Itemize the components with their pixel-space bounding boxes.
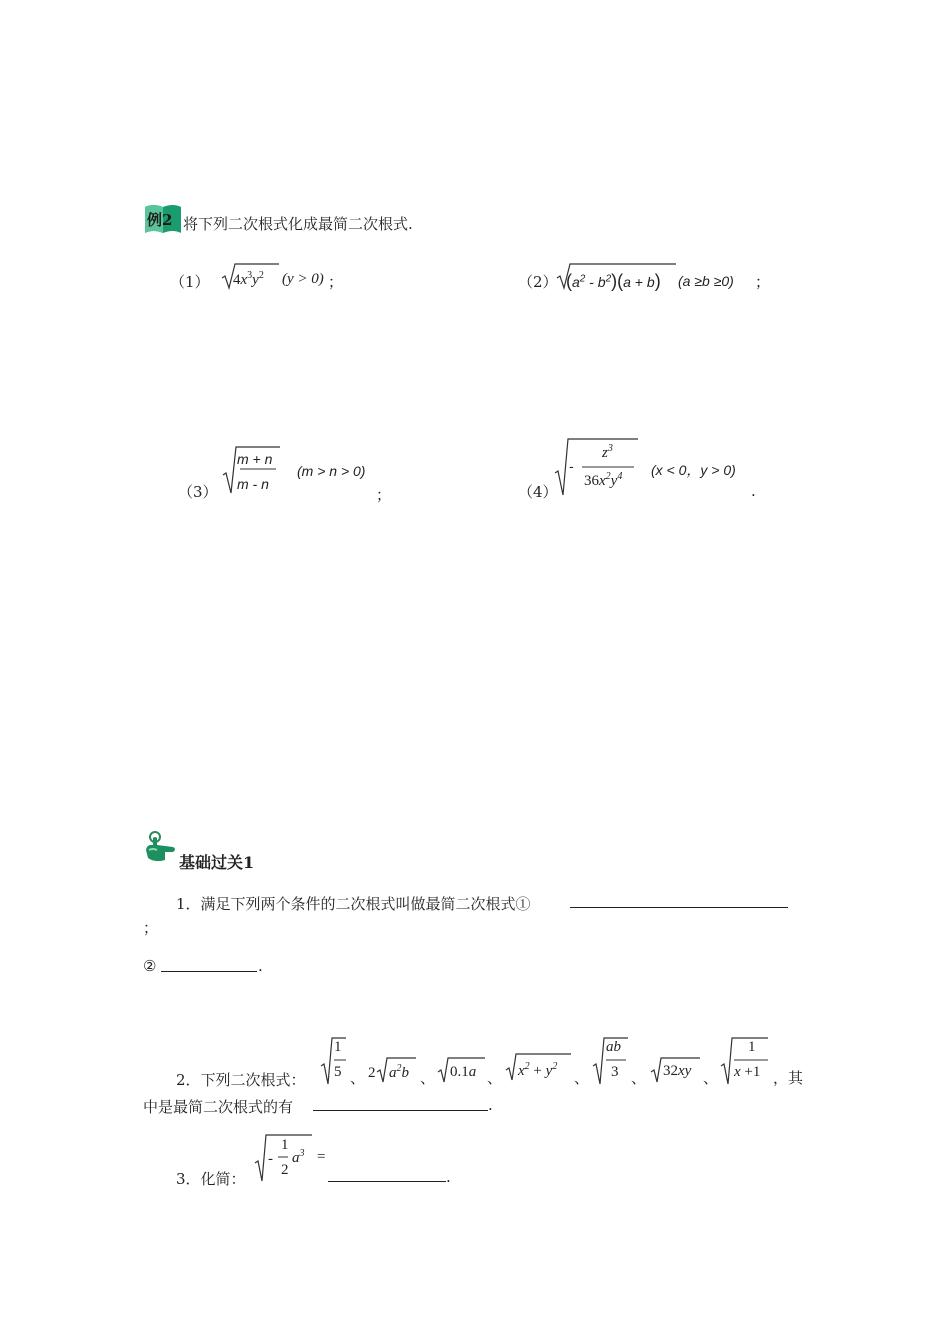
q2-sep: 、 (574, 1069, 590, 1087)
q3-var: $a^3$ (292, 1148, 305, 1166)
q2-item-5-num: ab (606, 1039, 621, 1055)
problem-4-denominator: $36x^2y^4$ (584, 471, 623, 489)
q3-frac-den: 2 (281, 1162, 289, 1178)
q2-period: . (488, 1096, 493, 1114)
q2-sep: 、 (350, 1069, 366, 1087)
q2-blank[interactable] (313, 1096, 488, 1111)
problem-4-numerator: $z^3$ (602, 443, 613, 461)
problem-1-end: ； (328, 273, 344, 291)
q1-blank-2[interactable] (161, 957, 257, 972)
q3-frac-num: 1 (281, 1137, 289, 1153)
q3-equals: = (317, 1149, 326, 1165)
problem-3-numerator: m + n (237, 451, 273, 467)
problem-4-end: . (751, 482, 756, 500)
example-instruction: 将下列二次根式化成最简二次根式. (183, 215, 413, 233)
q2-item-3-radicand: 0.1a (450, 1064, 477, 1080)
q2-item-5-den: 3 (611, 1064, 619, 1080)
q1-text: 1．满足下列两个条件的二次根式叫做最简二次根式① (176, 895, 531, 913)
q2-item-1-den: 5 (334, 1064, 342, 1080)
problem-2-radicand: $(a^2 - b^2)(a + b)$ (566, 271, 661, 291)
q2-sep: 、 (631, 1069, 647, 1087)
q3-lead: 3．化简： (176, 1170, 246, 1188)
q2-lead: 2．下列二次根式： (176, 1071, 306, 1089)
q2-item-2-radicand: $a^2b$ (389, 1063, 409, 1081)
q2-item-7-den: x +1 (734, 1064, 761, 1080)
problem-1-number: （1） (170, 273, 210, 291)
section-title: 基础过关1 (179, 853, 255, 872)
q2-item-1-num: 1 (334, 1039, 342, 1055)
problem-3-denominator: m - n (237, 476, 269, 492)
problem-2-end: ； (755, 273, 771, 291)
q3-blank[interactable] (328, 1167, 446, 1182)
q1-second-label: ② (143, 957, 157, 975)
problem-4-prefix: - (569, 458, 574, 474)
q2-item-6-radicand: 32xy (663, 1063, 692, 1079)
problem-4-condition: (x < 0，y > 0) (651, 462, 736, 478)
q2-line2: 中是最简二次根式的有 (143, 1098, 294, 1116)
problem-1-radicand: $4x^3y^2$ (233, 270, 264, 288)
q1-blank-1[interactable] (570, 893, 788, 908)
problem-1-condition: (y > 0) (282, 271, 324, 287)
problem-3-number: （3） (178, 483, 218, 501)
q3-period: . (446, 1168, 451, 1186)
q2-item-4-radicand: $x^2 + y^2$ (518, 1061, 558, 1079)
problem-2-number: （2） (518, 273, 558, 291)
example-badge-label: 例2 (147, 211, 173, 229)
problem-3-end: ； (376, 486, 392, 504)
q2-trail: ，其 (773, 1069, 804, 1087)
q2-item-2-coef: 2 (368, 1065, 376, 1081)
problem-3-condition: (m > n > 0) (297, 463, 366, 479)
problem-2-condition: (a ≥b ≥0) (678, 273, 734, 289)
q1-period: . (258, 957, 263, 975)
q2-sep: 、 (487, 1069, 503, 1087)
q1-semicolon: ； (143, 919, 159, 937)
q2-sep: 、 (420, 1069, 436, 1087)
q2-item-7-num: 1 (748, 1039, 756, 1055)
q2-sep: 、 (703, 1069, 719, 1087)
problem-4-number: （4） (518, 483, 558, 501)
q3-minus: - (268, 1151, 273, 1167)
pointing-hand-icon (143, 830, 179, 864)
